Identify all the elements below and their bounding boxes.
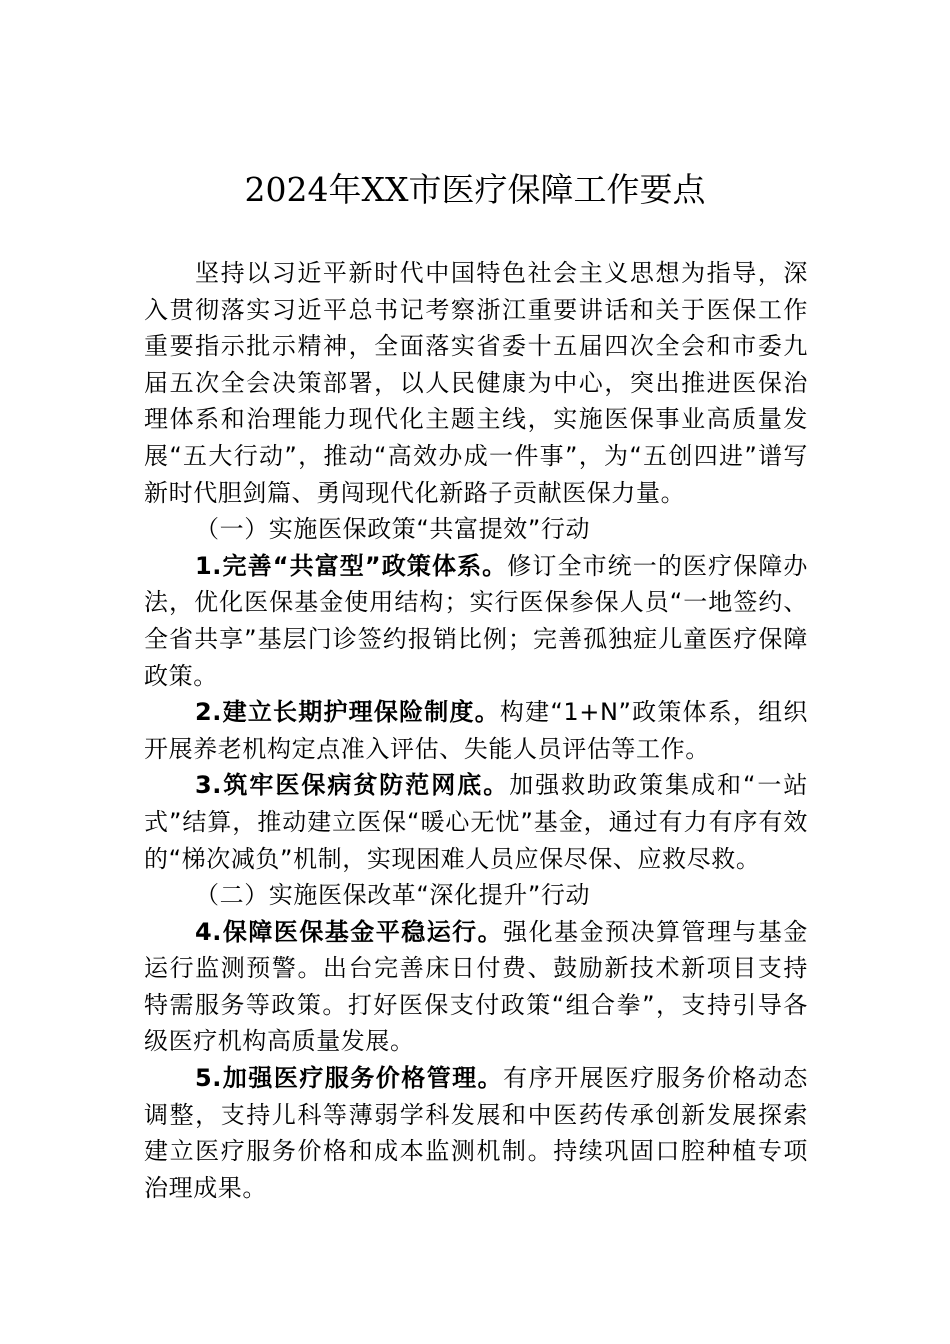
item-lead: 5.加强医疗服务价格管理。: [195, 1064, 504, 1093]
item-text: 强化基金预决算管理与基金运行监测预警。出台完善床日付费、鼓励新技术新项目支持特需服务等政策。打好医保支付政策“组合拳”，支持引导各级医疗机构高质量发展。: [144, 917, 808, 1056]
item-paragraph-5: [144, 1060, 808, 1206]
item-lead: 4.保障医保基金平稳运行。: [195, 917, 504, 946]
document-body: [144, 255, 808, 1206]
item-lead: 1.完善“共富型”政策体系。: [195, 551, 508, 580]
item-text: 有序开展医疗服务价格动态调整，支持儿科等薄弱学科发展和中医药传承创新发展探索建立医疗服务价格和成本监测机制。持续巩固口腔种植专项治理成果。: [144, 1064, 808, 1202]
item-lead: 3.筑牢医保病贫防范网底。: [195, 771, 510, 800]
section-heading-2: （二）实施医保改革“深化提升”行动: [195, 881, 591, 910]
item-text: 修订全市统一的医疗保障办法，优化医保基金使用结构；实行医保参保人员“一地签约、全省共享”基层门诊签约报销比例；完善孤独症儿童医疗保障政策。: [144, 551, 808, 690]
item-paragraph-4: [144, 914, 808, 1060]
item-paragraph-3: [144, 767, 808, 877]
section-heading-1: （一）实施医保政策“共富提效”行动: [195, 515, 591, 544]
item-text: 加强救助政策集成和“一站式”结算，推动建立医保“暖心无忧”基金，通过有力有序有效的“梯次减负”机制，实现困难人员应保尽保、应救尽救。: [144, 771, 808, 873]
item-lead: 2.建立长期护理保险制度。: [195, 698, 500, 727]
document-title: 2024年XX市医疗保障工作要点: [244, 170, 706, 209]
item-paragraph-1: [144, 548, 808, 694]
intro-paragraph: 坚持以习近平新时代中国特色社会主义思想为指导，深入贯彻落实习近平总书记考察浙江重要讲话和关于医保工作重要指示批示精神，全面落实省委十五届四次全会和市委九届五次全会决策部署，以人民健康为中心，突出推进医保治理体系和治理能力现代化主题主线，实施医保事业高质量发展“五大行动”，推动“高效办成一件事”，为“五创四进”谱写新时代胆剑篇、勇闯现代化新路子贡献医保力量。: [144, 259, 808, 507]
item-text: 构建“1+N”政策体系，组织开展养老机构定点准入评估、失能人员评估等工作。: [144, 698, 808, 763]
item-paragraph-2: [144, 694, 808, 767]
